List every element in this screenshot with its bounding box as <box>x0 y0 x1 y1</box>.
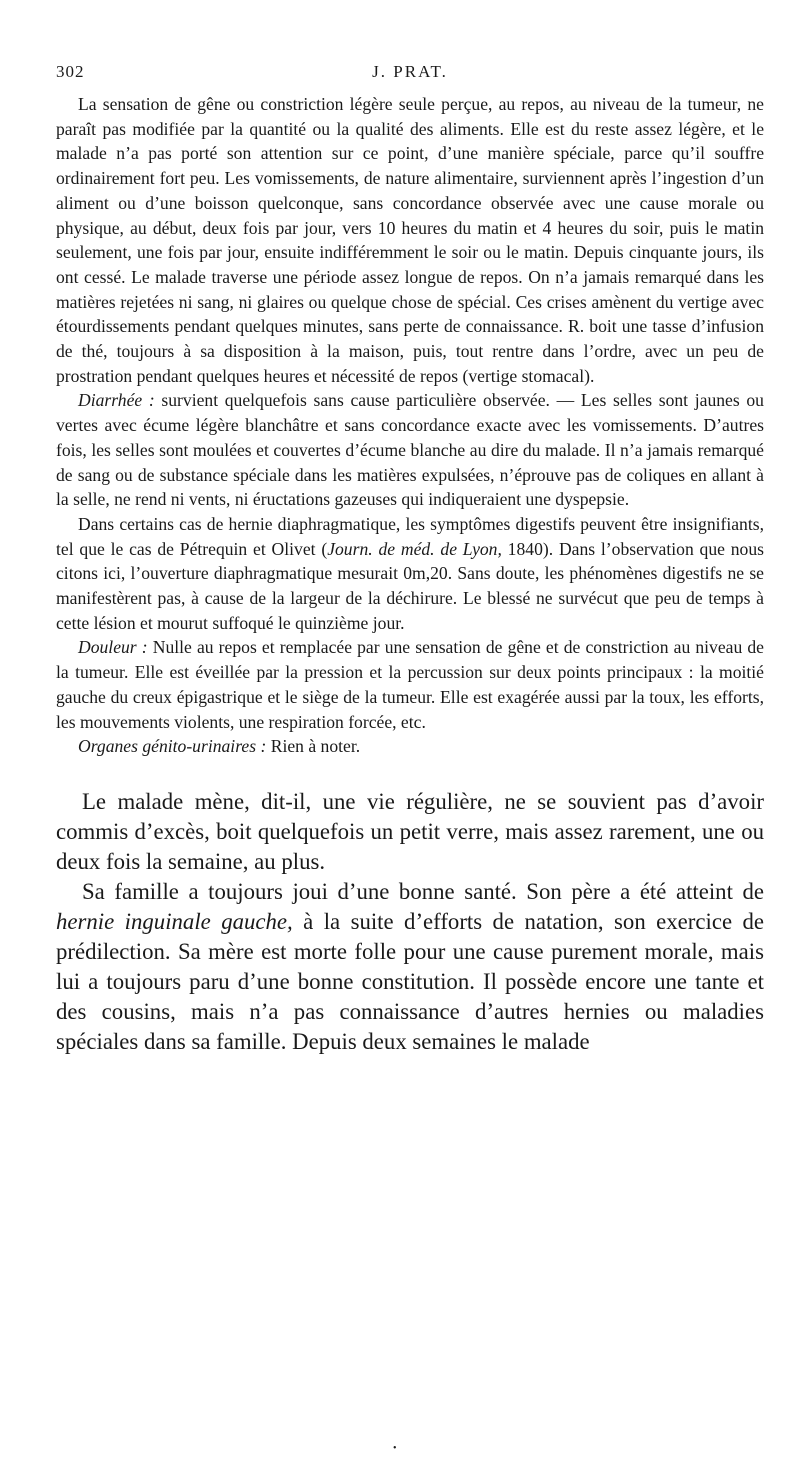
footer-mark: • <box>393 1443 397 1454</box>
paragraph-douleur: Douleur : Nulle au repos et remplacée par une sensation de gêne et de constriction au niveau de la tumeur. Elle est éveillée par la pression et la percussion sur deux points principaux : la moitié gauche du creux épigastrique et le siège de la tumeur. Elle est exagérée aussi par la toux, les efforts, les mouvements violents, une respiration forcée, etc. <box>56 637 764 732</box>
large-print-section <box>56 787 764 1057</box>
paragraph-diarrhee: Diarrhée : survient quelquefois sans cause particulière observée. — Les selles sont jaunes ou vertes avec écume légère blanchâtre et sans concordance exacte avec les vomissements. D’autres fois, les selles sont moulées et couvertes d’écume blanche au dire du malade. Il n’a jamais remarqué de sang ou de substance spéciale dans les matières expulsées, n’éprouve pas de coliques en allant à la selle, ne rend ni vents, ni éructations gazeuses qui indiqueraient une dyspepsie. <box>56 390 764 510</box>
page <box>56 62 764 1057</box>
page-number: 302 <box>56 62 85 81</box>
paragraph-symptoms: La sensation de gêne ou constriction légère seule perçue, au repos, au niveau de la tumeur, ne paraît pas modifiée par la quantité ou la qualité des aliments. Elle est du reste assez légère, et le malade n’a pas porté son attention sur ce point, d’une manière spéciale, parce qu’il souffre ordinairement fort peu. Les vomissements, de nature alimentaire, surviennent après l’ingestion d’un aliment ou d’une boisson quelconque, sans concordance observée avec une cause morale ou physique, au début, deux fois par jour, vers 10 heures du matin et 4 heures du soir, puis le matin seulement, une fois par jour, ensuite indifféremment le soir ou le matin. Depuis cinquante jours, ils ont cessé. Le malade traverse une période assez longue de repos. On n’a jamais remarqué dans les matières rejetées ni sang, ni glaires ou quelque chose de spécial. Ces crises amènent du vertige avec étourdissements pendant quelques minutes, sans perte de connaissance. R. boit une tasse d’infusion de thé, toujours à sa disposition à la maison, puis, tout rentre dans l’ordre, avec un peu de prostration pendant quelques heures et nécessité de repos (vertige stomacal). <box>56 94 764 386</box>
paragraph-hernie-diaphragmatique: Dans certains cas de hernie diaphragmatique, les symptômes digestifs peuvent être insignifiants, tel que le cas de Pétrequin et Olivet (Journ. de méd. de Lyon, 1840). Dans l’observation que nous citons ici, l’ouverture diaphragmatique mesurait 0m,20. Sans doute, les phénomènes digestifs ne se manifestèrent pas, à cause de la largeur de la déchirure. Le blessé ne survécut que peu de temps à cette lésion et mourut suffoqué le quinzième jour. <box>56 513 764 633</box>
paragraph-organes: Organes génito-urinaires : Rien à noter. <box>78 736 361 757</box>
label-douleur: Douleur : <box>78 637 148 658</box>
running-head: J. PRAT. <box>372 62 448 81</box>
paragraph-vie-reguliere: Le malade mène, dit-il, une vie régulière, ne se souvient pas d’avoir commis d’excès, boit quelquefois un petit verre, mais assez rarement, une ou deux fois la semaine, au plus. <box>56 788 764 874</box>
paragraph-famille: Sa famille a toujours joui d’une bonne santé. Son père a été atteint de hernie inguinale gauche, à la suite d’efforts de natation, son exercice de prédilection. Sa mère est morte folle pour une cause purement morale, mais lui a toujours paru d’une bonne constitution. Il possède encore une tante et des cousins, mais n’a pas connaissance d’autres hernies ou maladies spéciales dans sa famille. Depuis deux semaines le malade <box>56 878 764 1054</box>
label-diarrhee: Diarrhée : <box>78 390 155 411</box>
emphasis-hernie-inguinale: hernie inguinale gauche, <box>56 908 293 934</box>
small-print-section <box>56 92 764 759</box>
label-organes: Organes génito-urinaires : <box>78 736 267 757</box>
citation: Journ. de méd. de Lyon, <box>327 538 502 559</box>
page-header <box>56 62 764 92</box>
